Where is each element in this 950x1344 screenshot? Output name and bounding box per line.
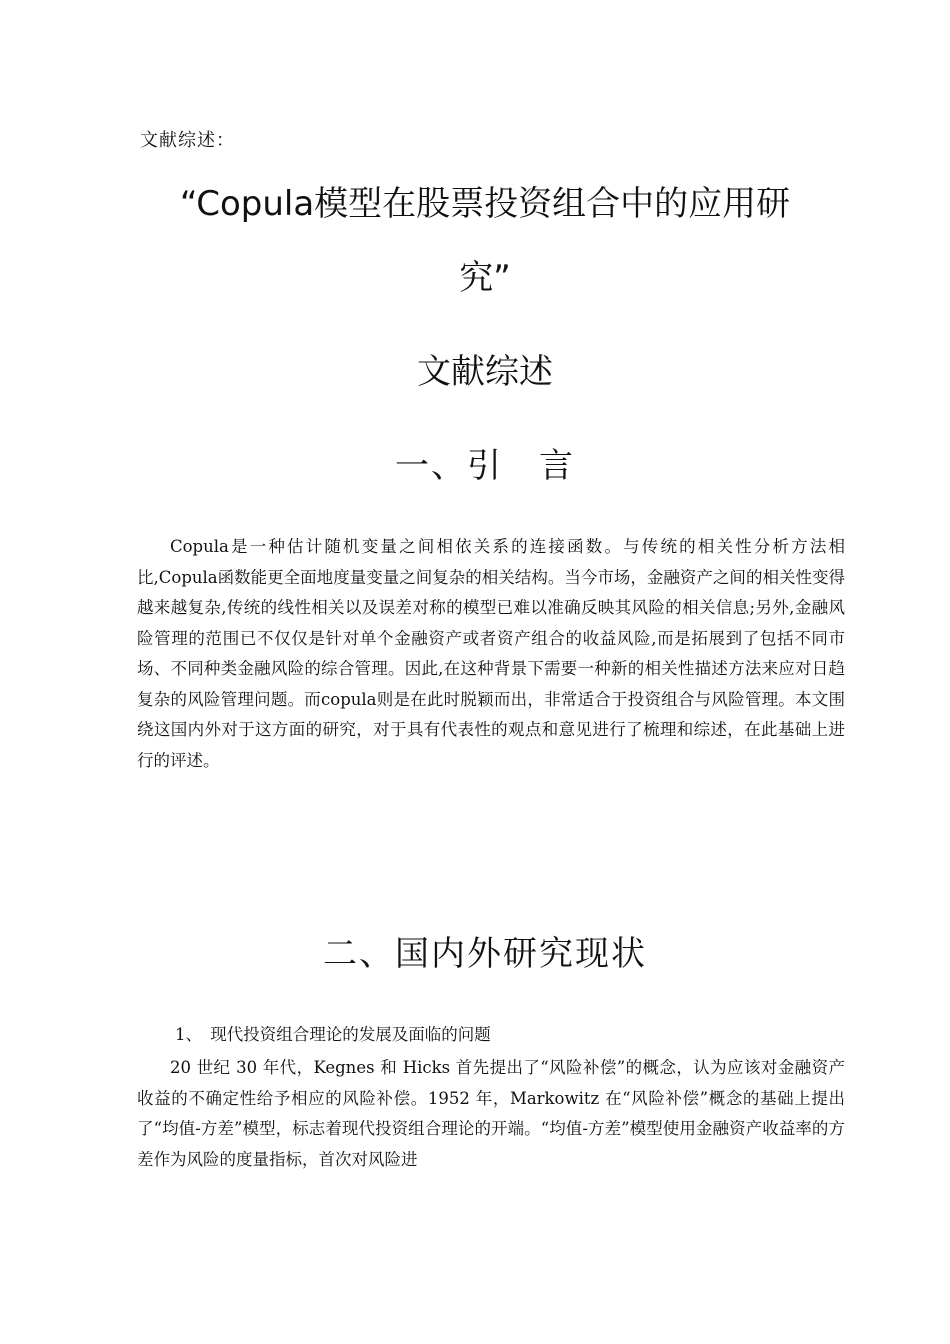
document-title-line1: “Copula模型在股票投资组合中的应用研 bbox=[179, 184, 791, 224]
subsection-heading-portfolio-theory: 1、 现代投资组合理论的发展及面临的问题 bbox=[175, 1025, 491, 1044]
section-heading-research-status: 二、国内外研究现状 bbox=[323, 934, 647, 974]
introduction-paragraph: Copula是一种估计随机变量之间相依关系的连接函数。与传统的相关性分析方法相比,Copula函数能更全面地度量变量之间复杂的相关结构。当今市场，金融资产之间的相关性变得越来越复杂,传统的线性相关以及误差对称的模型已难以准确反映其风险的相关信息;另外,金融风险管理的范围已不仅仅是针对单个金融资产或者资产组合的收益风险,而是拓展到了包括不同市场、不同种类金融风险的综合管理。因此,在这种背景下需要一种新的相关性描述方法来应对日趋复杂的风险管理问题。而copula则是在此时脱颖而出，非常适合于投资组合与风险管理。本文围绕这国内外对于这方面的研究，对于具有代表性的观点和意见进行了梳理和综述，在此基础上进行的评述。 bbox=[137, 537, 845, 770]
document-label: 文献综述： bbox=[140, 130, 235, 151]
portfolio-theory-paragraph: 20 世纪 30 年代，Kegnes 和 Hicks 首先提出了“风险补偿”的概念，认为应该对金融资产收益的不确定性给予相应的风险补偿。1952 年，Markowitz 在“风险补偿”概念的基础上提出了“均值-方差”模型，标志着现代投资组合理论的开端。“均值-方差”模型使用金融资产收益率的方差作为风险的度量指标，首次对风险进 bbox=[137, 1058, 845, 1169]
document-subtitle: 文献综述 bbox=[417, 352, 553, 392]
section-heading-introduction: 一、引 言 bbox=[395, 446, 575, 486]
document-title-line2: 究” bbox=[459, 258, 511, 298]
